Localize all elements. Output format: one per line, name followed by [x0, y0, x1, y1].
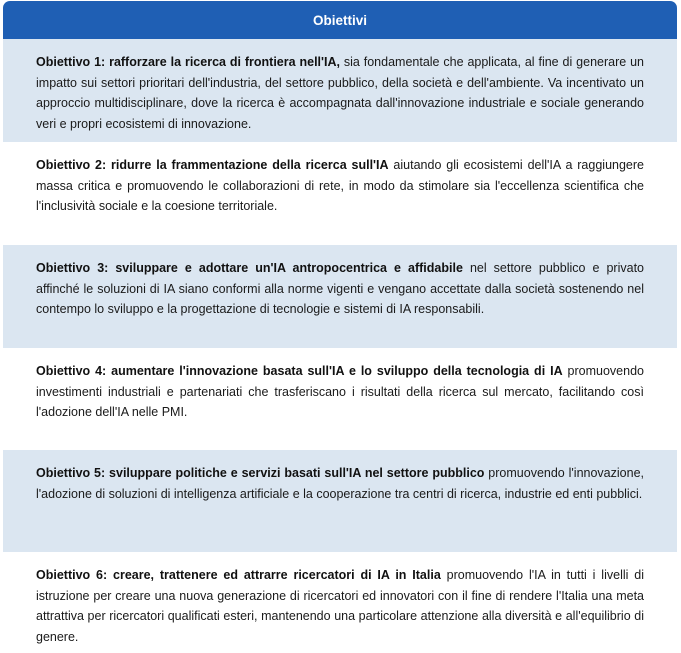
objective-6-text: promuovendo l'IA in tutti i livelli di istruzione per creare una nuova generazione di ricercatori ed innovatori con il fine di rendere l'Italia una meta attrattiva per ricercatori qualificati esteri, mantenendo una particolare attenzione alla diversità e all'equilibrio di genere. — [36, 568, 644, 644]
objective-5-heading: Obiettivo 5: sviluppare politiche e servizi basati sull'IA nel settore pubblico — [36, 466, 485, 480]
objective-2-text: aiutando gli ecosistemi dell'IA a raggiungere massa critica e promuovendo le collaborazioni di rete, in modo da stimolare sia l'eccellenza scientifica che l'inclusività sociale e la coesione territoriale. — [36, 158, 644, 213]
objective-row-6 — [3, 552, 677, 650]
objective-3-heading: Obiettivo 3: sviluppare e adottare un'IA antropocentrica e affidabile — [36, 261, 463, 275]
table-title: Obiettivi — [3, 1, 677, 39]
objective-4-text: promuovendo investimenti industriali e partenariati che trasferiscano i risultati della ricerca sul mercato, facilitando così l'adozione dell'IA nelle PMI. — [36, 364, 644, 419]
objective-1-text: sia fondamentale che applicata, al fine di generare un impatto sui settori prioritari dell'industria, del settore pubblico, della società e dell'ambiente. Va incentivato un approccio multidisciplinare, dove la ricerca è accompagnata dall'innovazione industriale e sociale generando veri e propri ecosistemi di innovazione. — [36, 55, 645, 131]
objectives-table — [3, 1, 677, 650]
objective-row-2 — [3, 142, 677, 245]
objective-1-heading: Obiettivo 1: rafforzare la ricerca di frontiera nell'IA, — [36, 55, 340, 69]
objective-row-5 — [3, 450, 677, 552]
objective-4-heading: Obiettivo 4: aumentare l'innovazione basata sull'IA e lo sviluppo della tecnologia di IA — [36, 364, 563, 378]
objective-3-text: nel settore pubblico e privato affinché le soluzioni di IA siano conformi alla norme vigenti e vengano accettate dalla società sostenendo nel contempo lo sviluppo e la progettazione di tecnologie e sistemi di IA responsabili. — [36, 261, 644, 316]
objective-row-1 — [3, 39, 677, 142]
objective-6-heading: Obiettivo 6: creare, trattenere ed attrarre ricercatori di IA in Italia — [36, 568, 441, 582]
objective-5-text: promuovendo l'innovazione, l'adozione di soluzioni di intelligenza artificiale e la cooperazione tra centri di ricerca, industrie ed enti pubblici. — [36, 466, 644, 501]
objective-row-4 — [3, 348, 677, 450]
objective-2-heading: Obiettivo 2: ridurre la frammentazione della ricerca sull'IA — [36, 158, 389, 172]
objective-row-3 — [3, 245, 677, 348]
